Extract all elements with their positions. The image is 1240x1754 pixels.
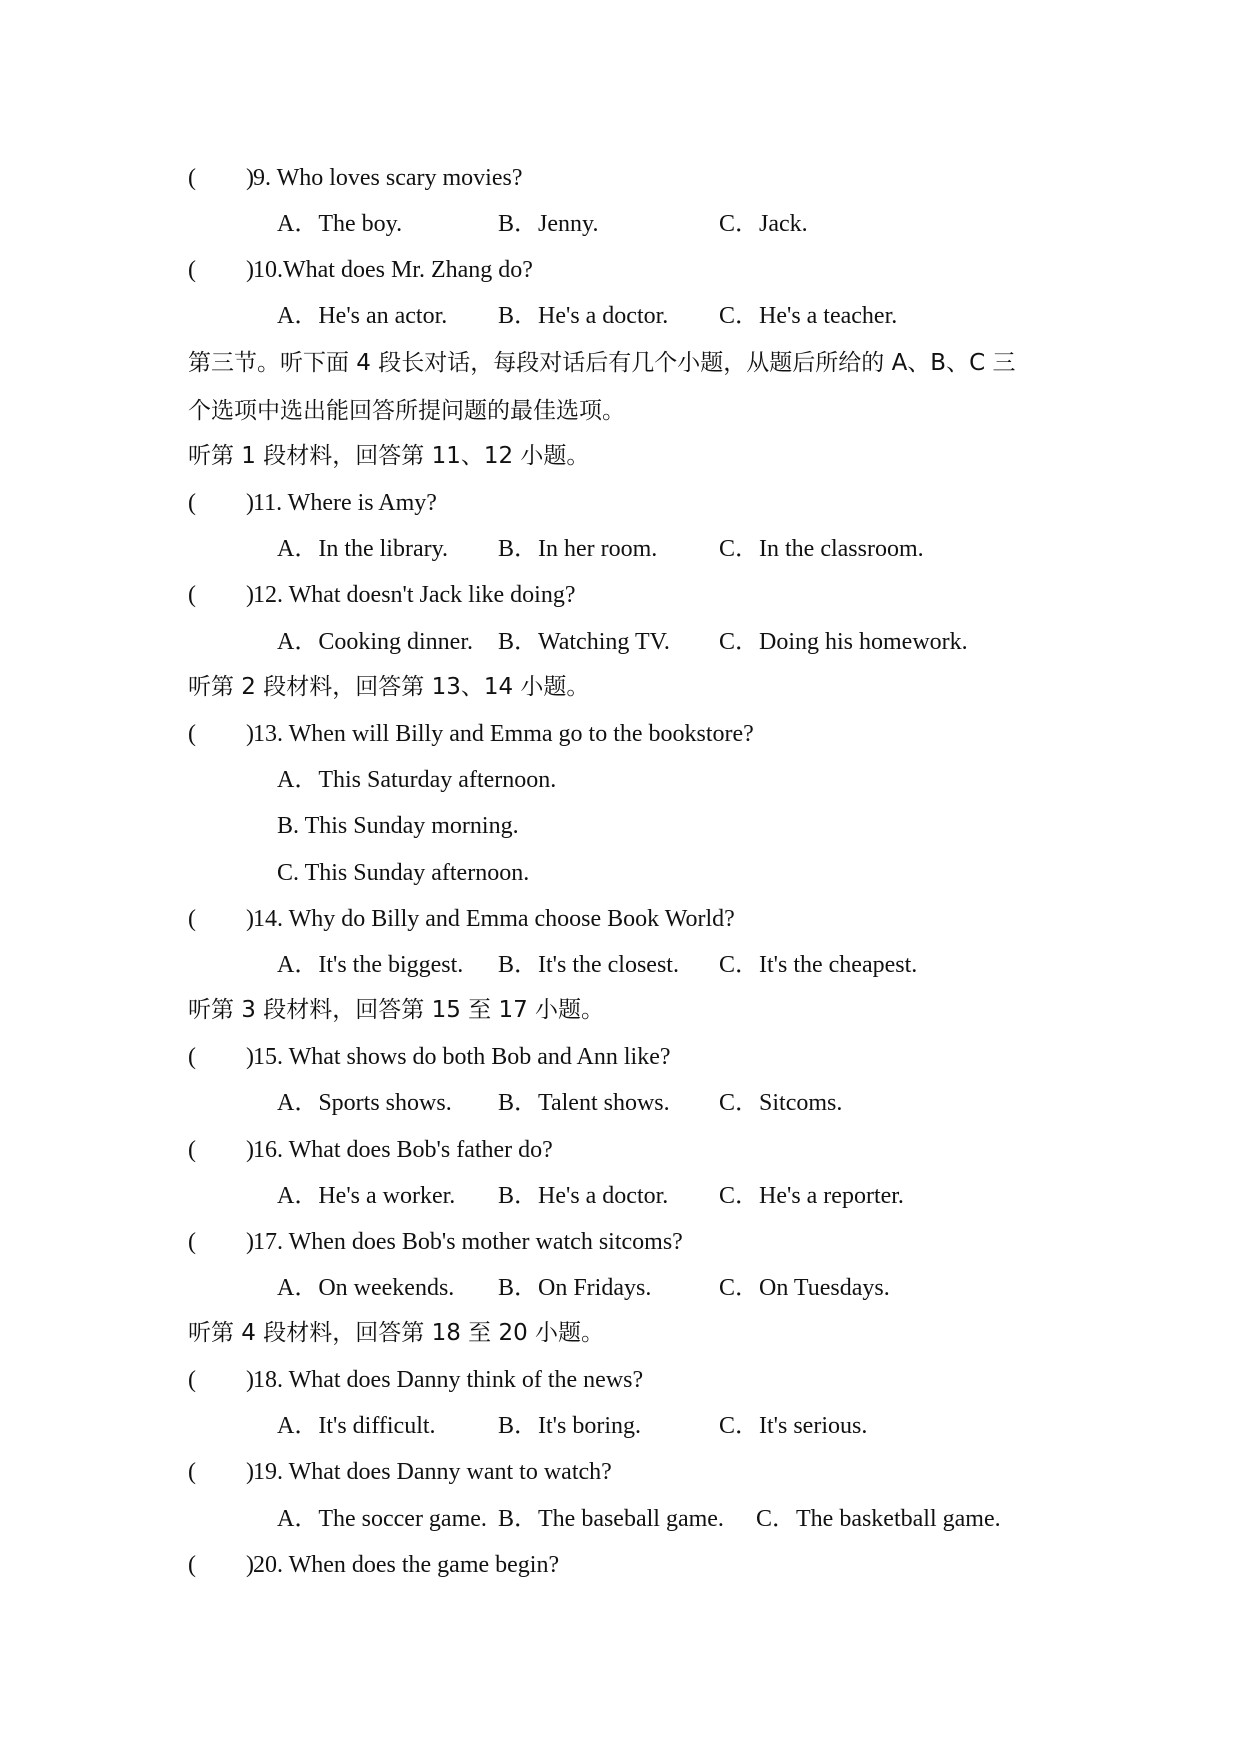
passage-3-heading: 听第 3 段材料，回答第 15 至 17 小题。 [188, 997, 605, 1023]
option-b: B．In her room. [498, 536, 658, 562]
question-text: 12. What doesn't Jack like doing? [253, 582, 576, 608]
option-a: A．It's difficult. [277, 1413, 436, 1439]
question-text: 16. What does Bob's father do? [253, 1137, 553, 1163]
answer-blank-open: ( [188, 257, 196, 283]
option-a: A．He's an actor. [277, 303, 448, 329]
option-b: B. This Sunday morning. [277, 813, 519, 839]
option-c: C. This Sunday afternoon. [277, 860, 530, 886]
option-c: C．The basketball game. [756, 1506, 1001, 1532]
section-3-instruction-line-2: 个选项中选出能回答所提问题的最佳选项。 [188, 398, 625, 424]
answer-blank-open: ( [188, 1137, 196, 1163]
question-text: 13. When will Billy and Emma go to the bookstore? [253, 721, 754, 747]
option-c: C．It's the cheapest. [719, 952, 918, 978]
answer-blank-close: ) [246, 257, 254, 283]
option-b: B．Watching TV. [498, 629, 670, 655]
option-c: C．Jack. [719, 211, 808, 237]
option-c: C．It's serious. [719, 1413, 868, 1439]
question-text: 10.What does Mr. Zhang do? [253, 257, 533, 283]
option-c: C．He's a teacher. [719, 303, 898, 329]
question-text: 17. When does Bob's mother watch sitcoms? [253, 1229, 683, 1255]
question-text: 9. Who loves scary movies? [253, 165, 523, 191]
option-a: A．The boy. [277, 211, 403, 237]
answer-blank-open: ( [188, 490, 196, 516]
question-text: 15. What shows do both Bob and Ann like? [253, 1044, 671, 1070]
option-c: C．On Tuesdays. [719, 1275, 890, 1301]
option-c: C．Sitcoms. [719, 1090, 843, 1116]
option-c: C．Doing his homework. [719, 629, 968, 655]
option-a: A．On weekends. [277, 1275, 455, 1301]
answer-blank-open: ( [188, 721, 196, 747]
answer-blank-close: ) [246, 1229, 254, 1255]
question-text: 14. Why do Billy and Emma choose Book World? [253, 906, 735, 932]
option-b: B．He's a doctor. [498, 303, 669, 329]
option-b: B．It's the closest. [498, 952, 679, 978]
option-c: C．He's a reporter. [719, 1183, 904, 1209]
answer-blank-close: ) [246, 490, 254, 516]
answer-blank-open: ( [188, 1367, 196, 1393]
option-a: A．In the library. [277, 536, 449, 562]
question-text: 19. What does Danny want to watch? [253, 1459, 612, 1485]
answer-blank-close: ) [246, 1367, 254, 1393]
answer-blank-open: ( [188, 1552, 196, 1578]
option-b: B．Jenny. [498, 211, 599, 237]
question-text: 20. When does the game begin? [253, 1552, 560, 1578]
option-a: A．It's the biggest. [277, 952, 464, 978]
question-text: 11. Where is Amy? [253, 490, 437, 516]
option-b: B．The baseball game. [498, 1506, 724, 1532]
option-b: B．On Fridays. [498, 1275, 652, 1301]
option-b: B．It's boring. [498, 1413, 641, 1439]
answer-blank-close: ) [246, 1044, 254, 1070]
answer-blank-close: ) [246, 906, 254, 932]
passage-2-heading: 听第 2 段材料，回答第 13、14 小题。 [188, 674, 590, 700]
option-a: A．The soccer game. [277, 1506, 487, 1532]
option-a: A．He's a worker. [277, 1183, 456, 1209]
answer-blank-close: ) [246, 721, 254, 747]
answer-blank-open: ( [188, 906, 196, 932]
answer-blank-close: ) [246, 582, 254, 608]
answer-blank-close: ) [246, 1552, 254, 1578]
option-a: A．Sports shows. [277, 1090, 452, 1116]
option-a: A．This Saturday afternoon. [277, 767, 557, 793]
passage-1-heading: 听第 1 段材料，回答第 11、12 小题。 [188, 443, 590, 469]
answer-blank-open: ( [188, 1044, 196, 1070]
answer-blank-close: ) [246, 165, 254, 191]
option-b: B．Talent shows. [498, 1090, 670, 1116]
answer-blank-close: ) [246, 1137, 254, 1163]
option-b: B．He's a doctor. [498, 1183, 669, 1209]
answer-blank-open: ( [188, 582, 196, 608]
question-text: 18. What does Danny think of the news? [253, 1367, 644, 1393]
option-c: C．In the classroom. [719, 536, 924, 562]
answer-blank-open: ( [188, 165, 196, 191]
answer-blank-open: ( [188, 1229, 196, 1255]
section-3-instruction-line-1: 第三节。听下面 4 段长对话，每段对话后有几个小题，从题后所给的 A、B、C 三 [188, 350, 1016, 376]
option-a: A．Cooking dinner. [277, 629, 473, 655]
passage-4-heading: 听第 4 段材料，回答第 18 至 20 小题。 [188, 1320, 605, 1346]
answer-blank-open: ( [188, 1459, 196, 1485]
answer-blank-close: ) [246, 1459, 254, 1485]
